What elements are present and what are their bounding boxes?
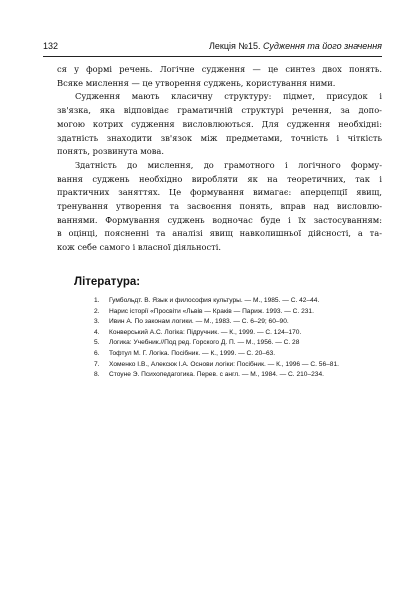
item-number: 5. [94,339,100,347]
running-title [209,41,382,51]
list-item [88,338,388,349]
text-line: вання суджень необхідно виробляти як на теоретичних, так і [57,173,382,184]
literature-list [88,296,388,381]
paragraph-3 [57,159,382,255]
item-text: Нарис історії «Просвіти «Львів — Краків — Париж. 1993. — С. 231. [109,307,314,315]
item-text: Ивин А. По законам логики. — М., 1983. — С. 6–29; 60–90. [109,318,289,326]
list-item [88,296,388,307]
header-rule [43,56,382,57]
text-line: в оцінці, поясненні та аналізі явищ навколишньої дійсності, а та- [57,228,382,239]
text-line: ся у формі речень. Логічне судження — це синтез двох понять. [57,64,382,74]
item-number: 7. [94,360,100,368]
list-item [88,360,388,371]
list-item [88,317,388,328]
page-header [43,41,382,55]
list-item [88,370,388,381]
item-text: Тофтул М. Г. Логіка. Посібник. — К., 1999. — С. 20–63. [109,349,276,357]
text-line: ваннями. Формування суджень водночас буде і їх застосуванням: [57,214,382,225]
list-item [88,307,388,318]
item-number: 2. [94,307,100,315]
item-number: 6. [94,349,100,357]
page-number: 132 [43,41,59,51]
text-line: зв'язка, яка відповідає граматичній структурі речення, за допо- [57,105,382,116]
paragraph-2 [57,90,382,159]
body-text [57,63,382,255]
text-line: Всяке мислення — це утворення суджень, користування ними. [57,77,336,88]
paragraph-1 [57,63,382,90]
text-line: практичних заняттях. Це формування вимагає: аперцепції явищ, [57,187,382,198]
text-line: тренування утворення та засвоєння понять, вправ над висловлю- [57,201,382,212]
text-line: могою котрих судження висловлюються. Для судження необхідні: [57,118,382,129]
item-text: Логика: Учебник.//Под ред. Горского Д. П. — М., 1956. — С. 28 [109,339,300,347]
list-item [88,328,388,339]
item-number: 8. [94,371,100,379]
text-line: кож себе самого і власної діяльності. [57,242,222,253]
item-number: 1. [94,297,100,304]
text-line: здатність знаходити зв'язок між предметами, точність і чіткість [57,132,382,143]
literature-heading: Література: [74,276,141,288]
lecture-topic: Судження та його значення [263,41,382,51]
text-line: Здатність до мислення, до грамотного і логічного форму- [75,159,382,170]
item-number: 3. [94,318,100,326]
lecture-number: Лекція №15. [208,41,261,51]
item-text: Стоуне Э. Психопедагогика. Перев. с англ. — М., 1984. — С. 210–234. [109,371,324,379]
item-text: Гумбольдт. В. Язык и философия культуры. — М., 1985. — С. 42–44. [109,297,320,304]
item-number: 4. [94,328,100,336]
item-text: Хоменко І.В., Алексюк І.А. Основи логіки: Посібник. — К., 1996 — С. 56–81. [109,360,339,368]
list-item [88,349,388,360]
text-line: понять, розвинута мова. [57,146,164,157]
item-text: Конверський А.С. Логіка: Підручник. — К., 1999. — С. 124–170. [109,328,302,336]
text-line: Судження мають класичну структуру: підмет, присудок і [75,91,382,102]
